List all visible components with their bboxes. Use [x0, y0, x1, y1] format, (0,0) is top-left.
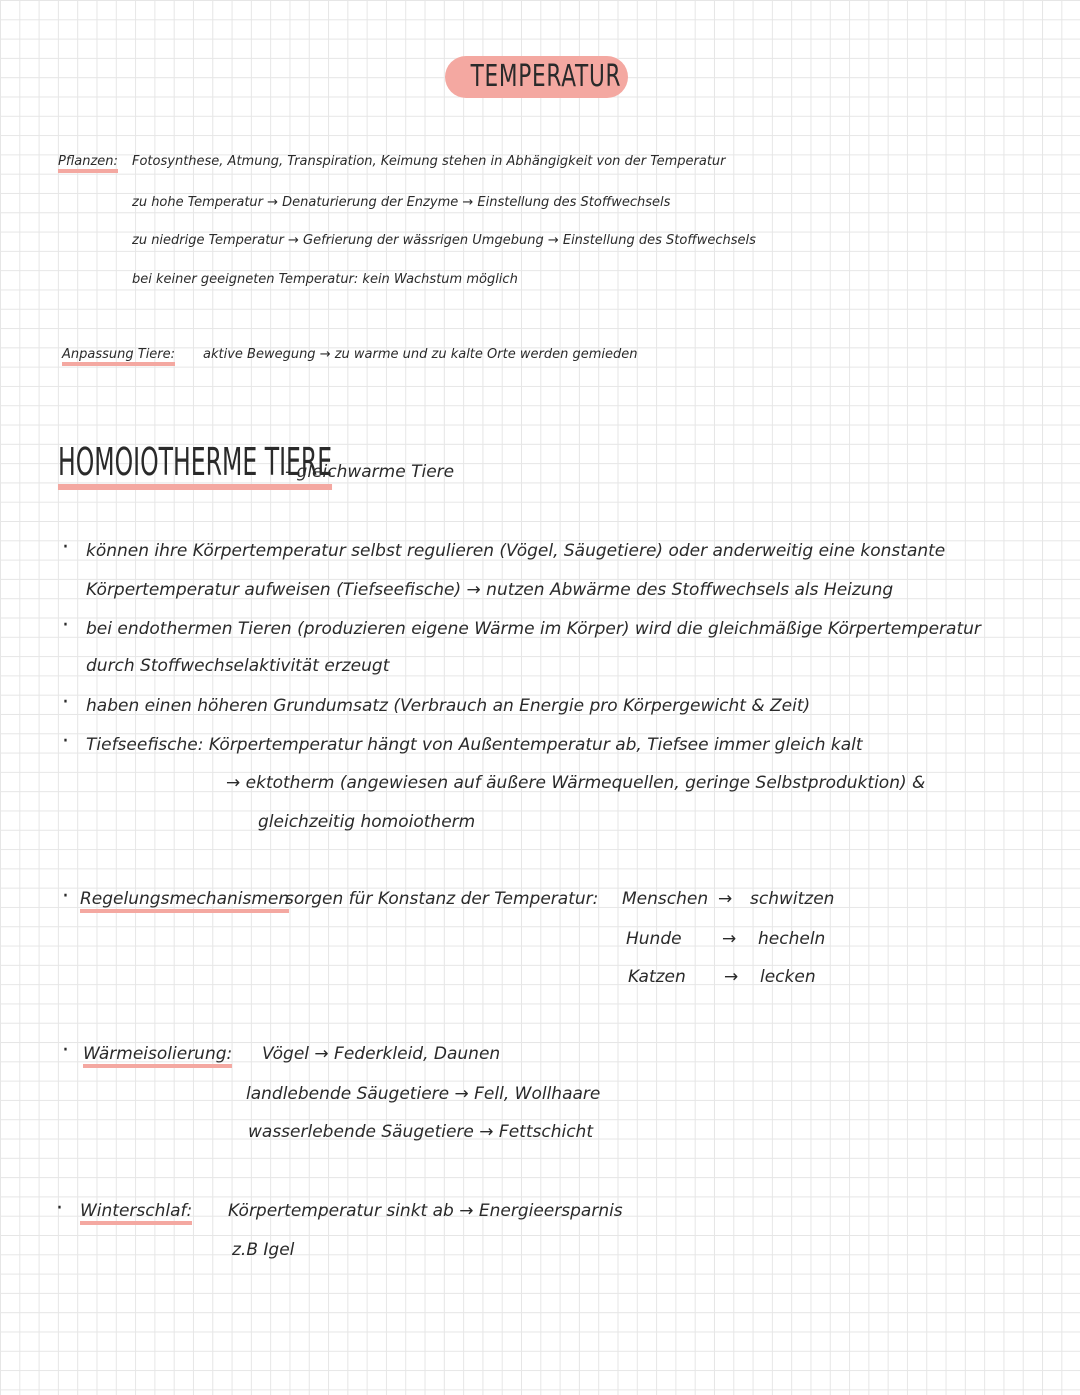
hibernation-label: Winterschlaf:: [80, 1201, 192, 1225]
arrow-icon: →: [722, 929, 737, 949]
plants-line-1: Fotosynthese, Atmung, Transpiration, Keimung stehen in Abhängigkeit von der Temperatur: [132, 154, 726, 169]
plants-line-3: zu niedrige Temperatur → Gefrierung der wässrigen Umgebung → Einstellung des Stoffwechsels: [132, 233, 756, 248]
regulation-label: Regelungsmechanismen: [80, 889, 289, 913]
plants-label: Pflanzen:: [58, 154, 118, 173]
plants-line-4: bei keiner geeigneten Temperatur: kein Wachstum möglich: [132, 272, 518, 287]
section-heading: HOMOIOTHERME TIERE: [58, 440, 332, 490]
hibernation-line-2: z.B Igel: [232, 1240, 295, 1260]
bullet-1-line-1: können ihre Körpertemperatur selbst regulieren (Vögel, Säugetiere) oder anderweitig eine konstante: [86, 541, 946, 561]
bullet-4-line-2: → ektotherm (angewiesen auf äußere Wärmequellen, geringe Selbstproduktion) &: [226, 773, 926, 793]
bullet-4-line-1: Tiefseefische: Körpertemperatur hängt von Außentemperatur ab, Tiefsee immer gleich kalt: [86, 735, 863, 755]
bullet-dot: ·: [62, 729, 69, 754]
section-subtitle: - gleichwarme Tiere: [285, 462, 455, 482]
page-title: TEMPERATUR: [470, 59, 622, 94]
animals-text: aktive Bewegung → zu warme und zu kalte Orte werden gemieden: [203, 347, 638, 362]
bullet-4-line-3: gleichzeitig homoiotherm: [258, 812, 476, 832]
bullet-dot: ·: [62, 535, 69, 560]
insulation-label: Wärmeisolierung:: [83, 1044, 232, 1068]
arrow-icon: →: [724, 967, 739, 987]
arrow-icon: →: [718, 889, 733, 909]
regulation-action: hecheln: [758, 929, 826, 949]
hibernation-line-1: Körpertemperatur sinkt ab → Energieersparnis: [228, 1201, 623, 1221]
bullet-dot: ·: [56, 1196, 63, 1221]
bullet-dot: ·: [62, 884, 69, 909]
bullet-2-line-2: durch Stoffwechselaktivität erzeugt: [86, 656, 390, 676]
insulation-line-1: Vögel → Federkleid, Daunen: [262, 1044, 501, 1064]
insulation-line-2: landlebende Säugetiere → Fell, Wollhaare: [246, 1084, 601, 1104]
bullet-3: haben einen höheren Grundumsatz (Verbrauch an Energie pro Körpergewicht & Zeit): [86, 696, 811, 716]
regulation-animal: Katzen: [628, 967, 686, 987]
animals-label: Anpassung Tiere:: [62, 347, 175, 366]
regulation-action: lecken: [760, 967, 816, 987]
bullet-dot: ·: [62, 690, 69, 715]
regulation-animal: Hunde: [626, 929, 682, 949]
regulation-text: sorgen für Konstanz der Temperatur:: [285, 889, 599, 909]
plants-line-2: zu hohe Temperatur → Denaturierung der Enzyme → Einstellung des Stoffwechsels: [132, 195, 671, 210]
regulation-animal: Menschen: [622, 889, 709, 909]
regulation-action: schwitzen: [750, 889, 835, 909]
bullet-dot: ·: [62, 613, 69, 638]
bullet-dot: ·: [62, 1038, 69, 1063]
bullet-1-line-2: Körpertemperatur aufweisen (Tiefseefische) → nutzen Abwärme des Stoffwechsels als Heizung: [86, 580, 894, 600]
insulation-line-3: wasserlebende Säugetiere → Fettschicht: [248, 1122, 593, 1142]
bullet-2-line-1: bei endothermen Tieren (produzieren eigene Wärme im Körper) wird die gleichmäßige Körpertemperatur: [86, 619, 981, 639]
